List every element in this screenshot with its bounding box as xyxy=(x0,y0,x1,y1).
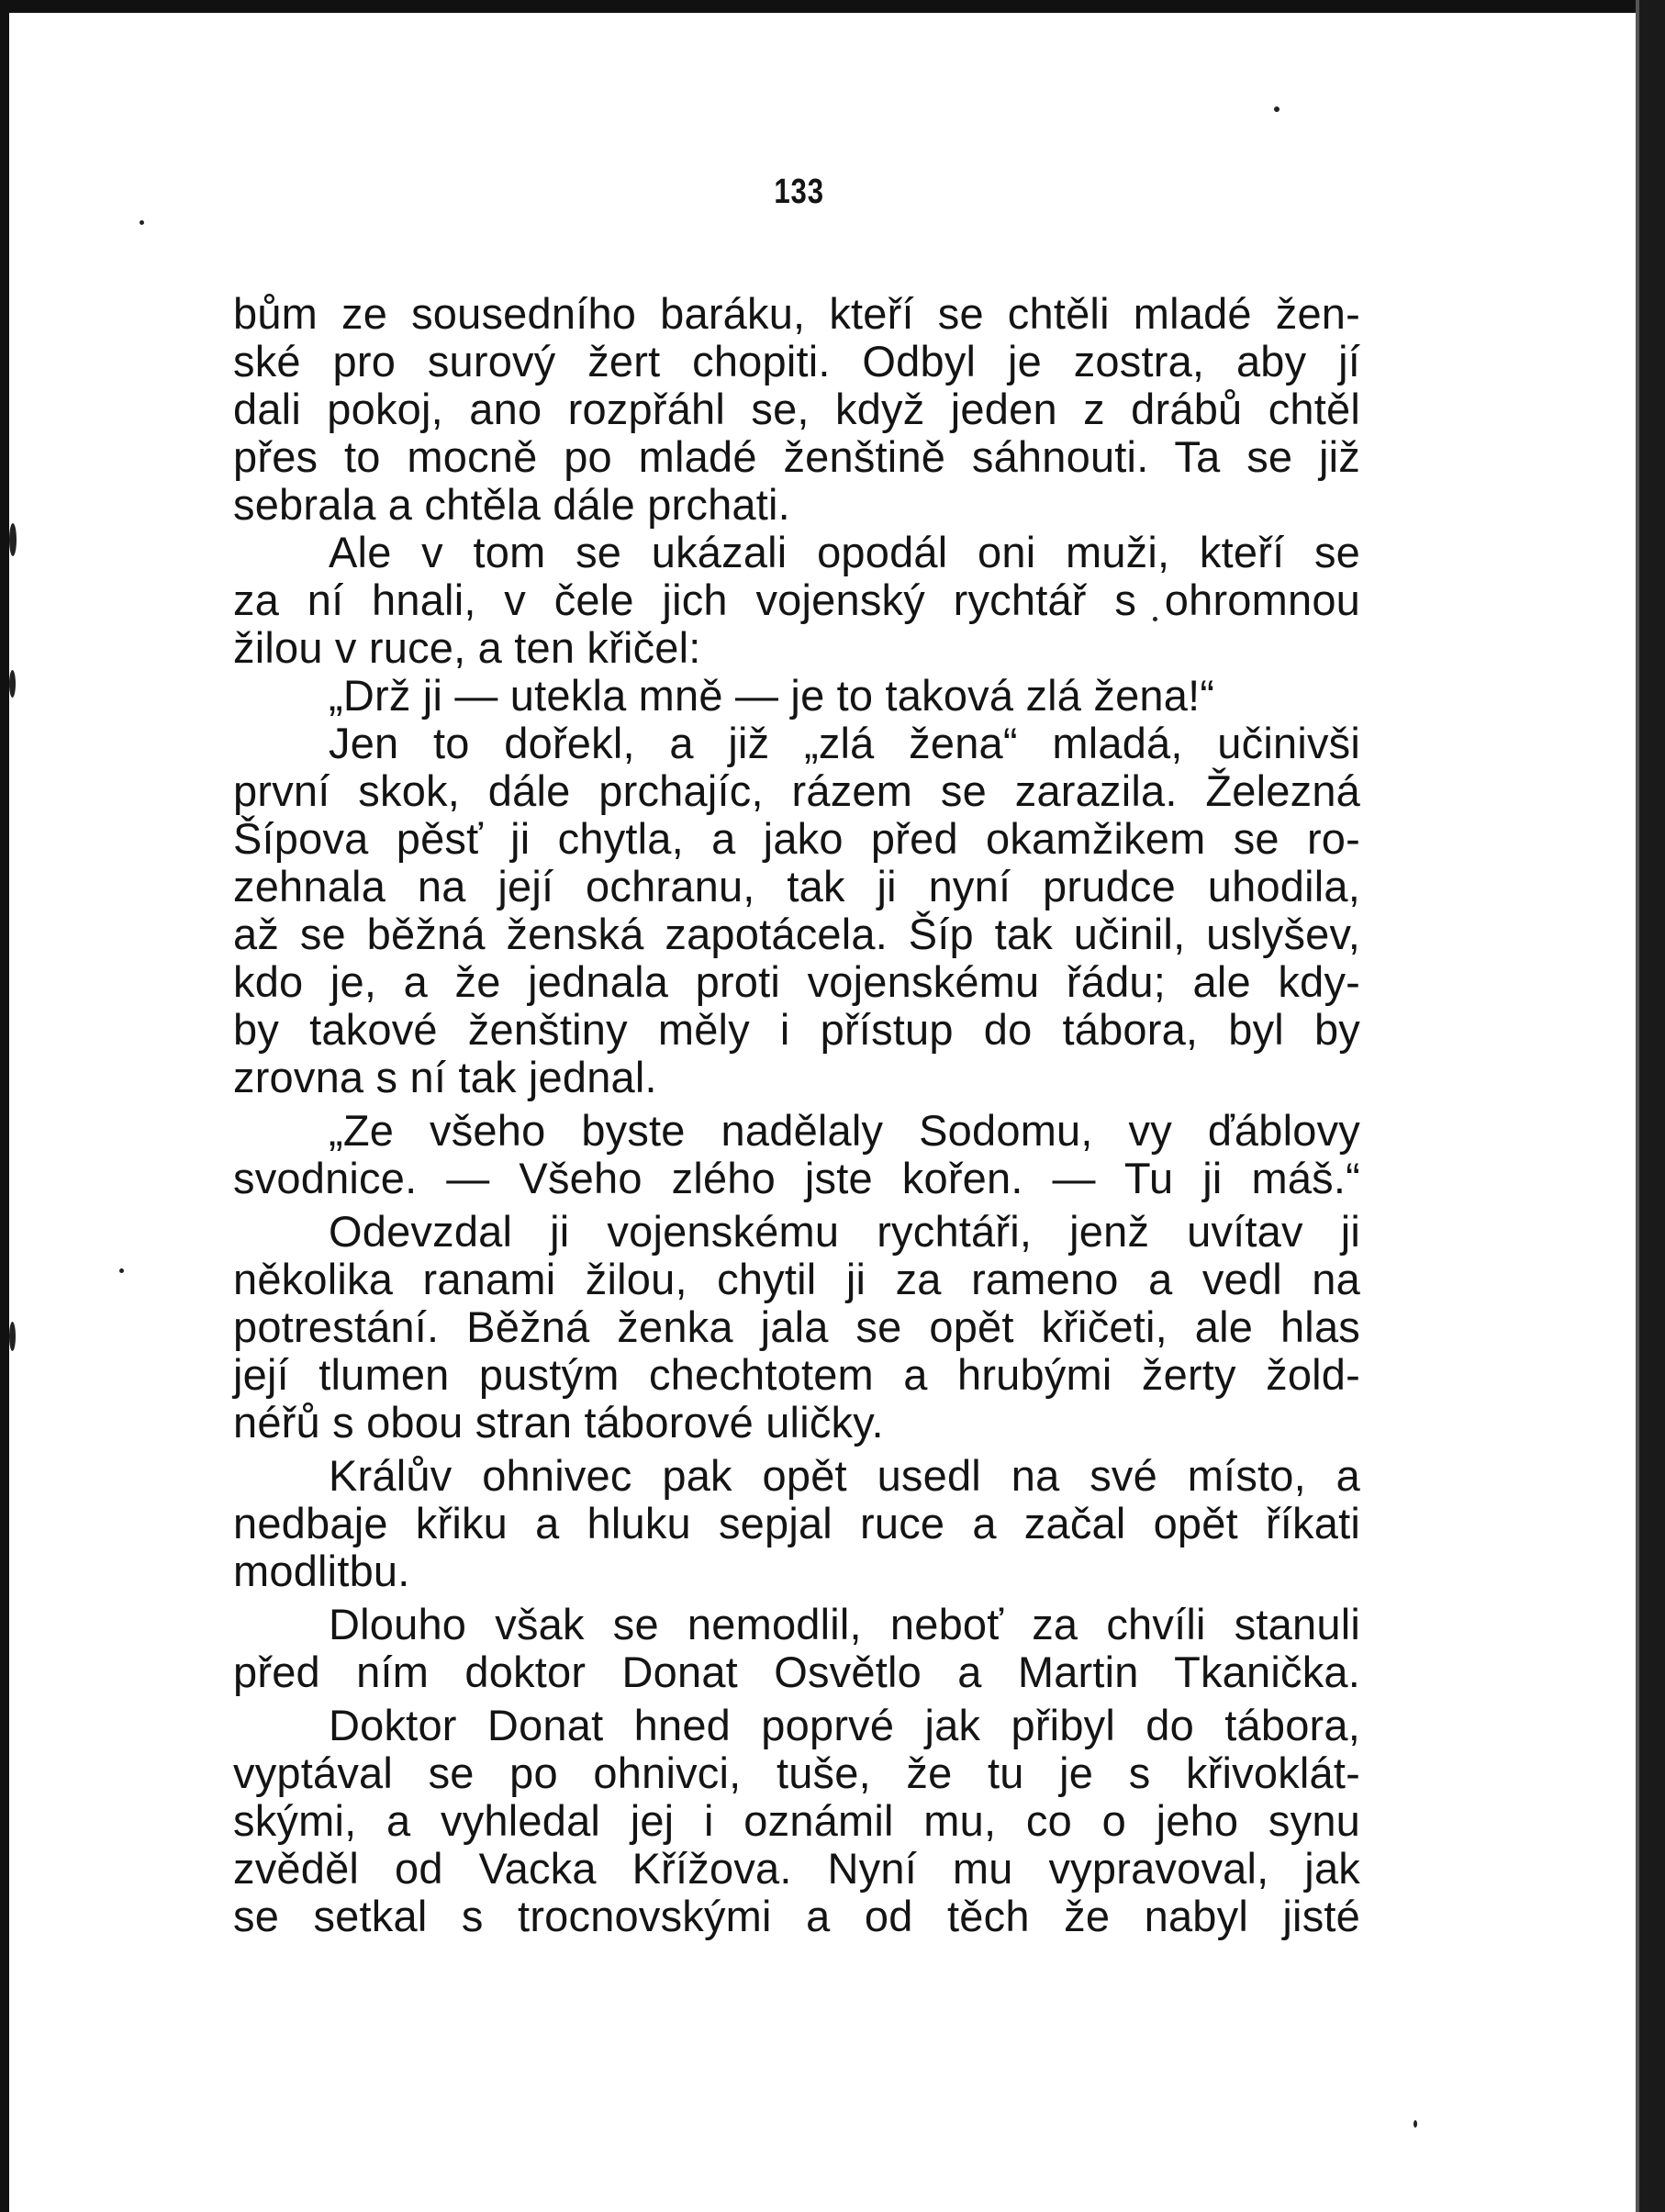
scan-speck xyxy=(9,1322,16,1351)
text-line: žilou v ruce, a ten křičel: xyxy=(233,623,701,672)
text-line: přes to mocně po mladé ženštině sáhnouti. Ta se již xyxy=(233,432,1360,481)
text-line: Ale v tom se ukázali opodál oni muži, kteří se xyxy=(329,528,1360,576)
text-line: Šípova pěsť ji chytla, a jako před okamžikem se ro- xyxy=(233,814,1360,863)
text-line: ské pro surový žert chopiti. Odbyl je zostra, aby jí xyxy=(233,337,1360,385)
text-line: první skok, dále prchajíc, rázem se zarazila. Železná xyxy=(233,766,1360,815)
text-line: bům ze sousedního baráku, kteří se chtěli mladé žen- xyxy=(233,289,1360,338)
text-line: zrovna s ní tak jednal. xyxy=(233,1053,657,1101)
text-line: Jen to dořekl, a již „zlá žena“ mladá, učinivši xyxy=(329,719,1360,767)
text-line: se setkal s trocnovskými a od těch že nabyl jisté xyxy=(233,1892,1360,1940)
text-line: kdo je, a že jednala proti vojenskému řádu; ale kdy- xyxy=(233,957,1360,1006)
text-line: až se běžná ženská zapotácela. Šíp tak učinil, uslyšev, xyxy=(233,910,1360,958)
text-line: vyptával se po ohnivci, tuše, že tu je s křivoklát- xyxy=(233,1748,1360,1797)
text-line: néřů s obou stran táborové uličky. xyxy=(233,1398,884,1447)
scan-speck xyxy=(119,1268,124,1273)
text-line: Králův ohnivec pak opět usedl na své místo, a xyxy=(329,1451,1360,1500)
text-line: „Drž ji — utekla mně — je to taková zlá žena!“ xyxy=(329,671,1215,720)
text-line: sebrala a chtěla dále prchati. xyxy=(233,480,790,529)
text-line: modlitbu. xyxy=(233,1547,410,1595)
text-line: potrestání. Běžná ženka jala se opět křičeti, ale hlas xyxy=(233,1302,1360,1351)
text-line: Doktor Donat hned poprvé jak přibyl do tábora, xyxy=(329,1701,1360,1749)
text-line: několika ranami žilou, chytil ji za rameno a vedl na xyxy=(233,1255,1360,1303)
scan-speck xyxy=(1274,106,1279,112)
text-line: by takové ženštiny měly i přístup do tábora, byl by xyxy=(233,1005,1360,1054)
scan-speck xyxy=(9,523,17,556)
text-line: zehnala na její ochranu, tak ji nyní prudce uhodila, xyxy=(233,862,1360,910)
text-line: za ní hnali, v čele jich vojenský rychtář s ohromnou xyxy=(233,575,1360,624)
text-line: skými, a vyhledal jej i oznámil mu, co o jeho synu xyxy=(233,1796,1360,1845)
scan-border-left xyxy=(0,0,9,2212)
text-line: nedbaje křiku a hluku sepjal ruce a začal opět říkati xyxy=(233,1499,1360,1547)
scan-border-top xyxy=(0,0,1665,13)
scan-border-right xyxy=(1639,0,1665,2212)
body-text xyxy=(233,290,1360,1940)
text-line: Odevzdal ji vojenskému rychtáři, jenž uvítav ji xyxy=(329,1207,1360,1256)
page-number: 133 xyxy=(774,173,824,211)
text-line: zvěděl od Vacka Křížova. Nyní mu vypravoval, jak xyxy=(233,1844,1360,1893)
text-line: před ním doktor Donat Osvětlo a Martin Tkanička. xyxy=(233,1648,1360,1696)
text-line: její tlumen pustým chechtotem a hrubými žerty žold- xyxy=(233,1350,1360,1399)
scan-speck xyxy=(9,670,16,698)
scan-speck xyxy=(140,220,144,225)
text-line: dali pokoj, ano rozpřáhl se, když jeden z drábů chtěl xyxy=(233,385,1360,433)
text-line: svodnice. — Všeho zlého jste kořen. — Tu ji máš.“ xyxy=(233,1154,1360,1202)
text-line: „Ze všeho byste nadělaly Sodomu, vy ďáblovy xyxy=(329,1106,1360,1155)
text-line: Dlouho však se nemodlil, neboť za chvíli stanuli xyxy=(329,1600,1360,1648)
scan-speck xyxy=(1414,2120,1417,2128)
